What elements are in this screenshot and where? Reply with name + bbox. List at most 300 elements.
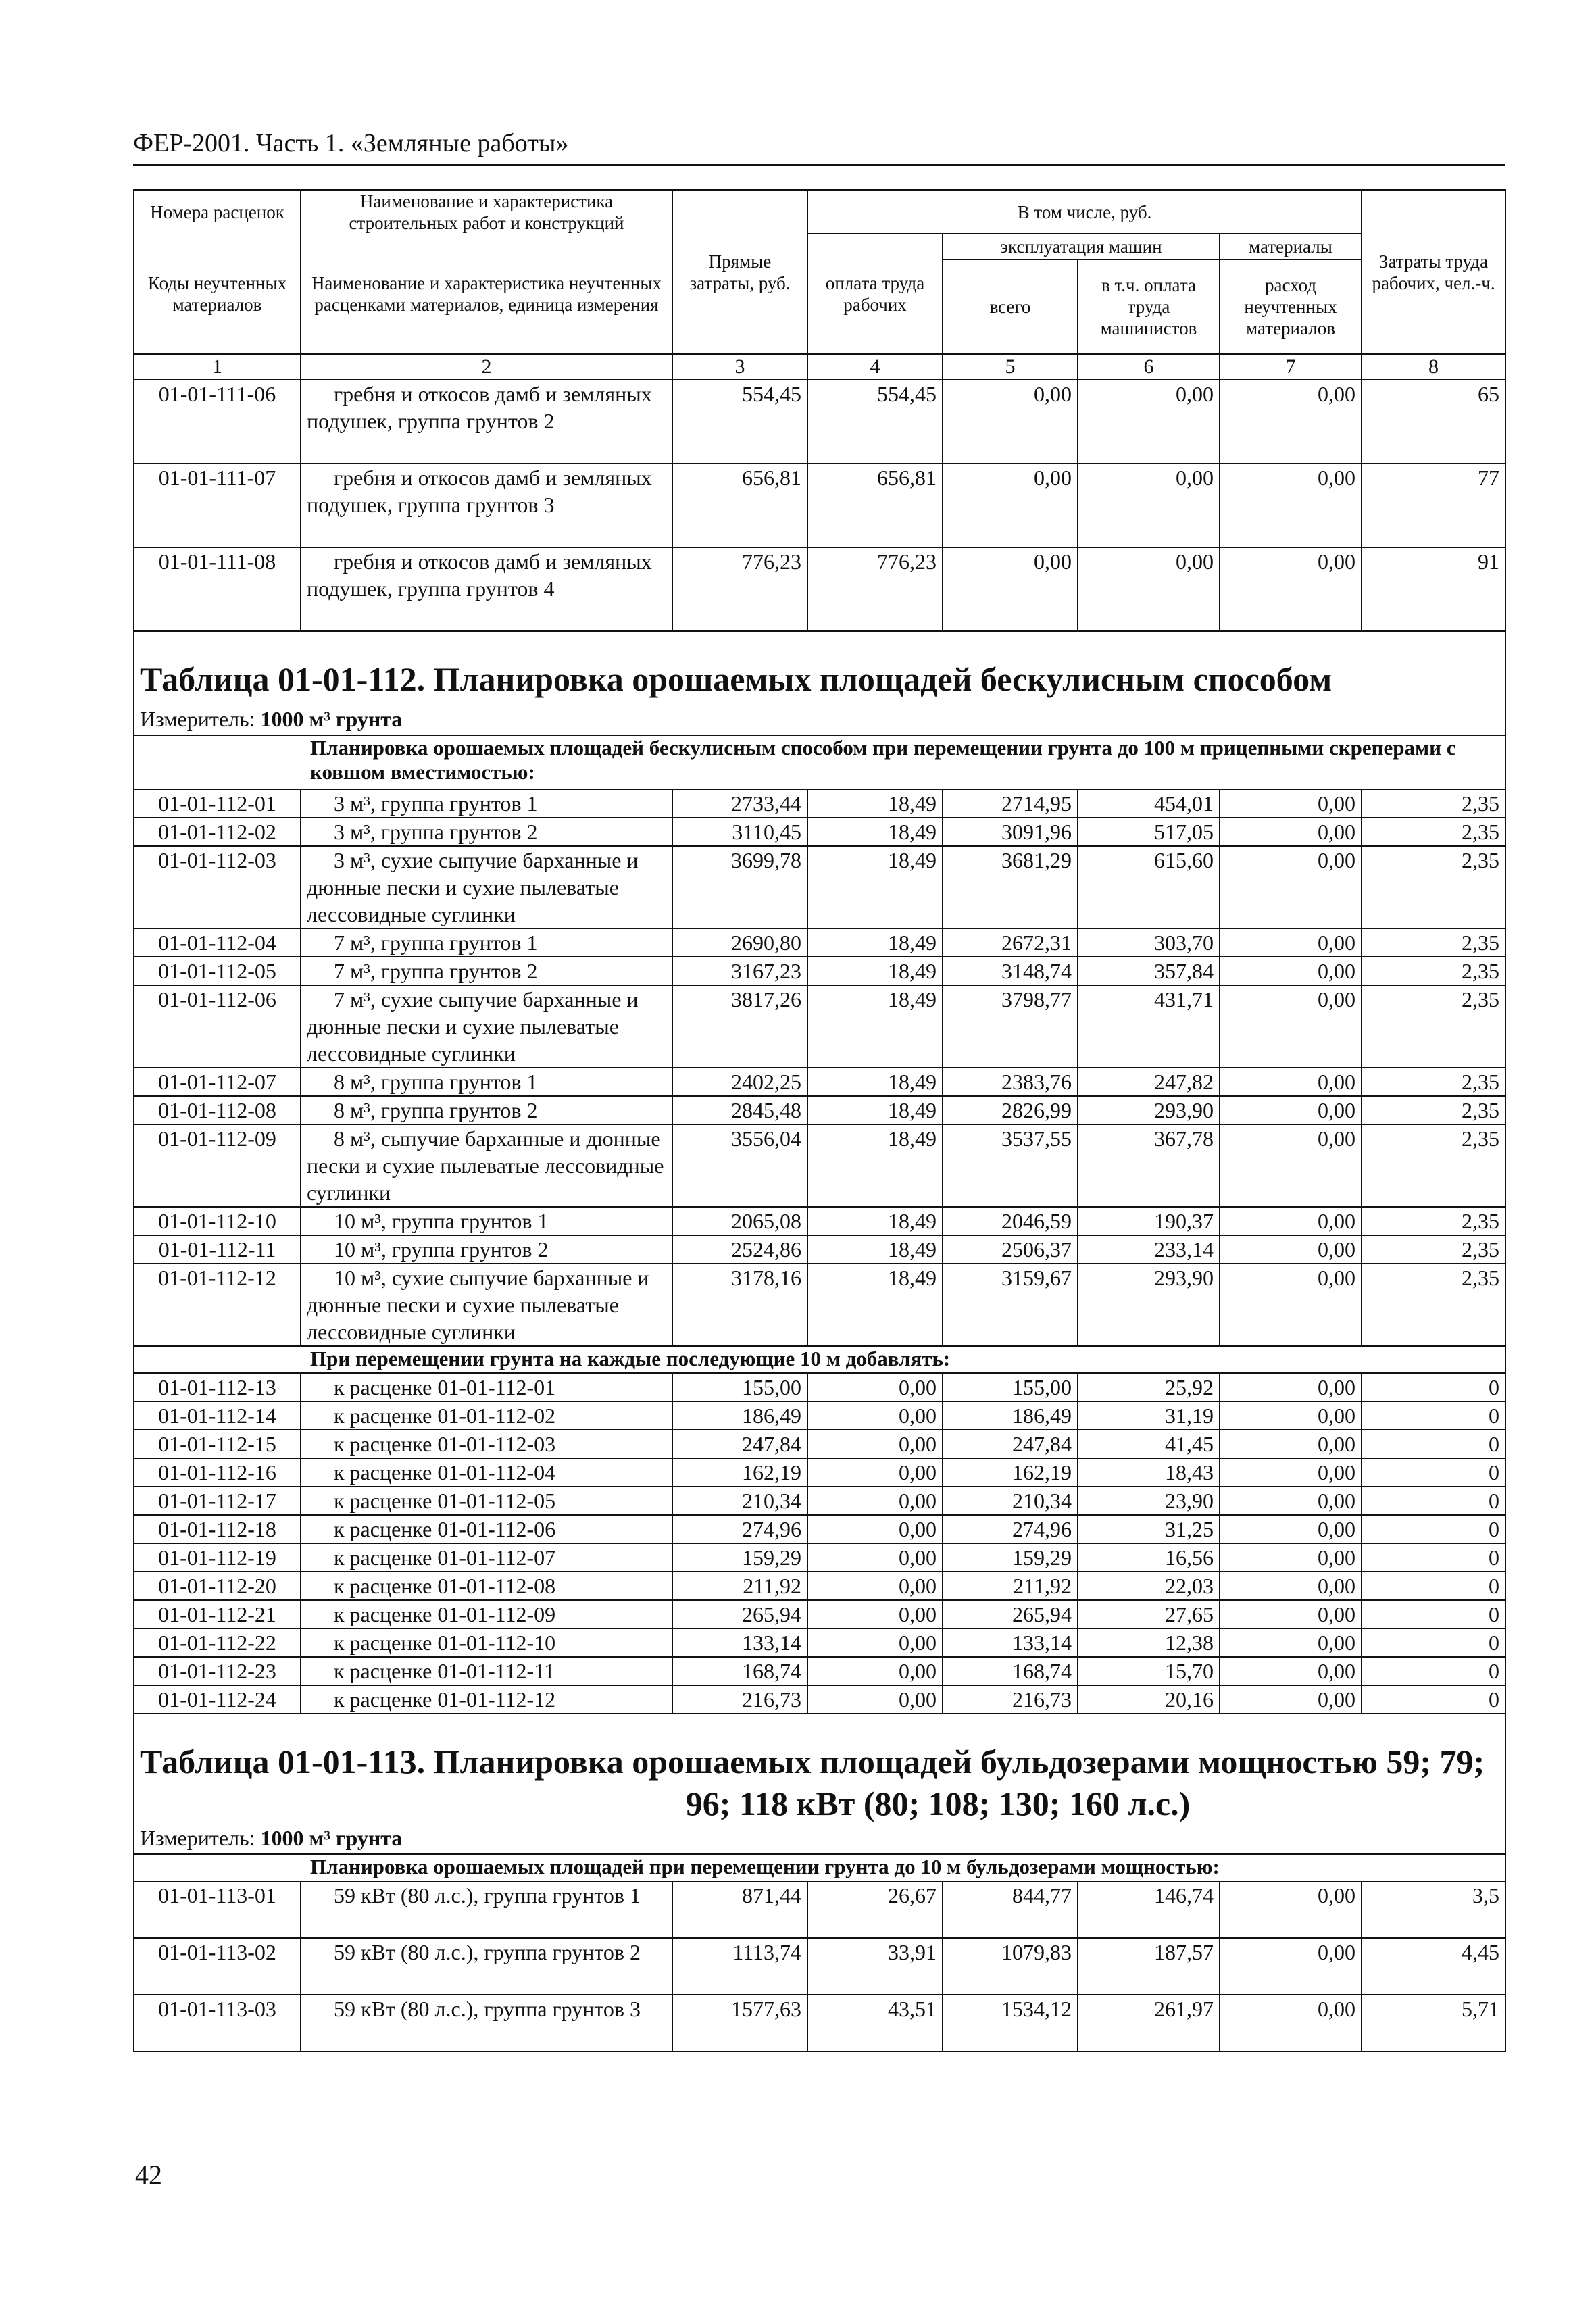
labor-pay: 554,45: [807, 380, 943, 464]
work-name: 8 м³, группа грунтов 2: [301, 1096, 672, 1124]
table-113-title-line1: Таблица 01-01-113. Планировка орошаемых площадей бульдозерами мощностью 59; 79;: [140, 1743, 1485, 1781]
labor-pay: 0,00: [807, 1373, 943, 1401]
rate-code: 01-01-112-12: [134, 1264, 301, 1346]
table-gap-row: [134, 631, 1505, 658]
col-direct-costs-header: Прямые затраты, руб.: [672, 190, 807, 354]
materials-use: 0,00: [1220, 1572, 1362, 1600]
table-row: [134, 985, 1505, 1068]
table-row: [134, 1600, 1505, 1628]
materials-use: 0,00: [1220, 1096, 1362, 1124]
machinist-pay: 187,57: [1078, 1938, 1220, 1995]
measure-value: 1000 м³ грунта: [260, 707, 403, 731]
labor-hours: 0: [1362, 1487, 1505, 1515]
page-header: ФЕР-2001. Часть 1. «Земляные работы»: [133, 128, 1505, 166]
table-gap: [134, 1714, 1505, 1741]
section-heading-text: При перемещении грунта на каждые последующие 10 м добавлять:: [310, 1347, 951, 1370]
rate-code: 01-01-113-02: [134, 1938, 301, 1995]
machinist-pay: 233,14: [1078, 1235, 1220, 1264]
work-name: к расценке 01-01-112-08: [301, 1572, 672, 1600]
labor-hours: 0: [1362, 1515, 1505, 1543]
machinist-pay: 18,43: [1078, 1458, 1220, 1487]
labor-hours: 2,35: [1362, 1124, 1505, 1207]
table-113-title-row: [134, 1741, 1505, 1824]
labor-hours: 0: [1362, 1657, 1505, 1685]
machinist-pay: 41,45: [1078, 1430, 1220, 1458]
direct-costs: 159,29: [672, 1543, 807, 1572]
machinist-pay: 25,92: [1078, 1373, 1220, 1401]
direct-costs: 155,00: [672, 1373, 807, 1401]
machinist-pay: 0,00: [1078, 464, 1220, 547]
machines-total: 133,14: [943, 1628, 1078, 1657]
rate-code: 01-01-111-06: [134, 380, 301, 464]
machines-total: 844,77: [943, 1881, 1078, 1938]
col-material-names-header: Наименование и характеристика неучтенных расценками материалов, единица измерения: [301, 234, 672, 354]
machines-total: 1534,12: [943, 1995, 1078, 2051]
table-row: [134, 846, 1505, 928]
machines-total: 247,84: [943, 1430, 1078, 1458]
rate-code: 01-01-112-15: [134, 1430, 301, 1458]
column-number: 6: [1078, 354, 1220, 380]
work-name: к расценке 01-01-112-07: [301, 1543, 672, 1572]
table-row: [134, 1657, 1505, 1685]
machines-total: 2046,59: [943, 1207, 1078, 1235]
materials-use: 0,00: [1220, 846, 1362, 928]
direct-costs: 871,44: [672, 1881, 807, 1938]
rate-code: 01-01-112-08: [134, 1096, 301, 1124]
table-row: [134, 1207, 1505, 1235]
machines-total: 162,19: [943, 1458, 1078, 1487]
rate-code: 01-01-112-20: [134, 1572, 301, 1600]
machines-total: 2383,76: [943, 1068, 1078, 1096]
work-name: гребня и откосов дамб и земляных подушек, группа грунтов 4: [301, 547, 672, 631]
rate-code: 01-01-112-24: [134, 1685, 301, 1714]
table-row: [134, 1430, 1505, 1458]
table-113-title-line2: 96; 118 кВт (80; 108; 130; 160 л.с.): [685, 1785, 1191, 1822]
labor-pay: 18,49: [807, 1235, 943, 1264]
table-row: [134, 1264, 1505, 1346]
direct-costs: 2065,08: [672, 1207, 807, 1235]
labor-pay: 0,00: [807, 1600, 943, 1628]
machines-total: 265,94: [943, 1600, 1078, 1628]
labor-pay: 0,00: [807, 1430, 943, 1458]
work-name: 8 м³, сыпучие барханные и дюнные пески и сухие пылеватые лессовидные суглинки: [301, 1124, 672, 1207]
direct-costs: 1113,74: [672, 1938, 807, 1995]
rate-code: 01-01-112-10: [134, 1207, 301, 1235]
labor-hours: 0: [1362, 1458, 1505, 1487]
direct-costs: 274,96: [672, 1515, 807, 1543]
table-113-title: [134, 1741, 1505, 1824]
table-113-measure: [134, 1824, 1505, 1854]
work-name: 3 м³, группа грунтов 2: [301, 818, 672, 846]
column-number: 8: [1362, 354, 1505, 380]
direct-costs: 186,49: [672, 1401, 807, 1430]
direct-costs: 2690,80: [672, 928, 807, 957]
materials-use: 0,00: [1220, 1235, 1362, 1264]
table-row: [134, 928, 1505, 957]
section-heading-text: Планировка орошаемых площадей бескулисным способом при перемещении грунта до 100 м прицепными скреперами с ковшом вместимостью:: [310, 736, 1456, 784]
work-name: 10 м³, сухие сыпучие барханные и дюнные пески и сухие пылеватые лессовидные суглинки: [301, 1264, 672, 1346]
section-heading: [134, 1346, 1505, 1373]
direct-costs: 133,14: [672, 1628, 807, 1657]
labor-hours: 2,35: [1362, 1096, 1505, 1124]
machinist-pay: 27,65: [1078, 1600, 1220, 1628]
labor-hours: 2,35: [1362, 928, 1505, 957]
direct-costs: 3110,45: [672, 818, 807, 846]
labor-hours: 2,35: [1362, 818, 1505, 846]
table-112-title-row: [134, 658, 1505, 705]
labor-pay: 776,23: [807, 547, 943, 631]
labor-hours: 2,35: [1362, 957, 1505, 985]
machines-total: 2506,37: [943, 1235, 1078, 1264]
materials-use: 0,00: [1220, 928, 1362, 957]
machinist-pay: 15,70: [1078, 1657, 1220, 1685]
work-name: к расценке 01-01-112-01: [301, 1373, 672, 1401]
labor-pay: 0,00: [807, 1458, 943, 1487]
rate-code: 01-01-112-11: [134, 1235, 301, 1264]
direct-costs: 3556,04: [672, 1124, 807, 1207]
machines-total: 3091,96: [943, 818, 1078, 846]
labor-hours: 0: [1362, 1543, 1505, 1572]
table-row: [134, 818, 1505, 846]
col-labor-pay-header: оплата труда рабочих: [807, 234, 943, 354]
work-name: к расценке 01-01-112-04: [301, 1458, 672, 1487]
measure-label: Измеритель:: [140, 1826, 255, 1850]
table-row: [134, 1458, 1505, 1487]
machinist-pay: 20,16: [1078, 1685, 1220, 1714]
col-materials-use-header: расход неучтенных материалов: [1220, 259, 1362, 354]
table-row: [134, 1685, 1505, 1714]
work-name: к расценке 01-01-112-12: [301, 1685, 672, 1714]
machinist-pay: 357,84: [1078, 957, 1220, 985]
section-heading-row: [134, 735, 1505, 789]
machines-total: 2672,31: [943, 928, 1078, 957]
table-112-measure: [134, 705, 1505, 735]
labor-hours: 2,35: [1362, 985, 1505, 1068]
machinist-pay: 16,56: [1078, 1543, 1220, 1572]
labor-pay: 26,67: [807, 1881, 943, 1938]
column-number: 2: [301, 354, 672, 380]
rate-code: 01-01-112-07: [134, 1068, 301, 1096]
measure-label: Измеритель:: [140, 707, 255, 731]
table-row: [134, 1515, 1505, 1543]
machinist-pay: 367,78: [1078, 1124, 1220, 1207]
column-number: 7: [1220, 354, 1362, 380]
section-heading: [134, 735, 1505, 789]
machines-total: 155,00: [943, 1373, 1078, 1401]
machines-total: 186,49: [943, 1401, 1078, 1430]
labor-hours: 2,35: [1362, 846, 1505, 928]
table-row: [134, 1572, 1505, 1600]
machinist-pay: 303,70: [1078, 928, 1220, 957]
labor-pay: 43,51: [807, 1995, 943, 2051]
materials-use: 0,00: [1220, 1657, 1362, 1685]
table-112-measure-row: [134, 705, 1505, 735]
labor-hours: 2,35: [1362, 1264, 1505, 1346]
work-name: к расценке 01-01-112-11: [301, 1657, 672, 1685]
materials-use: 0,00: [1220, 1938, 1362, 1995]
labor-pay: 0,00: [807, 1657, 943, 1685]
table-row: [134, 1881, 1505, 1938]
labor-hours: 0: [1362, 1628, 1505, 1657]
work-name: 59 кВт (80 л.с.), группа грунтов 3: [301, 1995, 672, 2051]
direct-costs: 3178,16: [672, 1264, 807, 1346]
work-name: гребня и откосов дамб и земляных подушек, группа грунтов 3: [301, 464, 672, 547]
rates-table: [133, 189, 1506, 2052]
direct-costs: 247,84: [672, 1430, 807, 1458]
machinist-pay: 190,37: [1078, 1207, 1220, 1235]
table-row: [134, 1543, 1505, 1572]
rate-code: 01-01-112-06: [134, 985, 301, 1068]
machinist-pay: 247,82: [1078, 1068, 1220, 1096]
work-name: гребня и откосов дамб и земляных подушек, группа грунтов 2: [301, 380, 672, 464]
machines-header: эксплуатация машин: [943, 234, 1220, 259]
machinist-pay: 293,90: [1078, 1264, 1220, 1346]
materials-use: 0,00: [1220, 1373, 1362, 1401]
rate-code: 01-01-112-22: [134, 1628, 301, 1657]
work-name: 7 м³, сухие сыпучие барханные и дюнные пески и сухие пылеватые лессовидные суглинки: [301, 985, 672, 1068]
table-row: [134, 547, 1505, 631]
col-material-codes-header: Коды неучтенных материалов: [134, 234, 301, 354]
work-name: к расценке 01-01-112-09: [301, 1600, 672, 1628]
rate-code: 01-01-112-23: [134, 1657, 301, 1685]
machines-total: 2714,95: [943, 789, 1078, 818]
rate-code: 01-01-112-01: [134, 789, 301, 818]
rate-code: 01-01-112-09: [134, 1124, 301, 1207]
direct-costs: 554,45: [672, 380, 807, 464]
work-name: к расценке 01-01-112-02: [301, 1401, 672, 1430]
col-labor-hours-header: Затраты труда рабочих, чел.-ч.: [1362, 190, 1505, 354]
machinist-pay: 31,25: [1078, 1515, 1220, 1543]
column-number: 4: [807, 354, 943, 380]
labor-hours: 3,5: [1362, 1881, 1505, 1938]
machines-total: 3798,77: [943, 985, 1078, 1068]
direct-costs: 656,81: [672, 464, 807, 547]
rate-code: 01-01-112-18: [134, 1515, 301, 1543]
labor-pay: 18,49: [807, 789, 943, 818]
labor-pay: 18,49: [807, 818, 943, 846]
work-name: 7 м³, группа грунтов 1: [301, 928, 672, 957]
materials-use: 0,00: [1220, 985, 1362, 1068]
rate-code: 01-01-113-03: [134, 1995, 301, 2051]
machinist-pay: 454,01: [1078, 789, 1220, 818]
section-heading-row: [134, 1854, 1505, 1881]
direct-costs: 210,34: [672, 1487, 807, 1515]
rate-code: 01-01-112-19: [134, 1543, 301, 1572]
machinist-pay: 146,74: [1078, 1881, 1220, 1938]
rate-code: 01-01-113-01: [134, 1881, 301, 1938]
table-row: [134, 1373, 1505, 1401]
work-name: 10 м³, группа грунтов 1: [301, 1207, 672, 1235]
machines-total: 216,73: [943, 1685, 1078, 1714]
work-name: к расценке 01-01-112-03: [301, 1430, 672, 1458]
table-row: [134, 464, 1505, 547]
table-row: [134, 380, 1505, 464]
machinist-pay: 12,38: [1078, 1628, 1220, 1657]
work-name: к расценке 01-01-112-10: [301, 1628, 672, 1657]
incl-header: В том числе, руб.: [807, 190, 1362, 234]
table-row: [134, 1401, 1505, 1430]
measure-value: 1000 м³ грунта: [260, 1826, 403, 1850]
col-work-name-header: Наименование и характеристика строительных работ и конструкций: [301, 190, 672, 234]
rate-code: 01-01-111-07: [134, 464, 301, 547]
materials-use: 0,00: [1220, 380, 1362, 464]
page-number: 42: [135, 2160, 162, 2190]
section-heading-row: [134, 1346, 1505, 1373]
labor-hours: 2,35: [1362, 1207, 1505, 1235]
labor-pay: 0,00: [807, 1401, 943, 1430]
table-row: [134, 957, 1505, 985]
materials-use: 0,00: [1220, 1628, 1362, 1657]
labor-hours: 0: [1362, 1430, 1505, 1458]
table-row: [134, 1628, 1505, 1657]
work-name: 8 м³, группа грунтов 1: [301, 1068, 672, 1096]
direct-costs: 168,74: [672, 1657, 807, 1685]
rate-code: 01-01-112-21: [134, 1600, 301, 1628]
table-row: [134, 1995, 1505, 2051]
labor-pay: 656,81: [807, 464, 943, 547]
machinist-pay: 517,05: [1078, 818, 1220, 846]
table-row: [134, 1938, 1505, 1995]
materials-use: 0,00: [1220, 1543, 1362, 1572]
work-name: 7 м³, группа грунтов 2: [301, 957, 672, 985]
table-113-measure-row: [134, 1824, 1505, 1854]
labor-hours: 0: [1362, 1373, 1505, 1401]
materials-use: 0,00: [1220, 547, 1362, 631]
labor-pay: 18,49: [807, 1207, 943, 1235]
direct-costs: 216,73: [672, 1685, 807, 1714]
machines-total: 2826,99: [943, 1096, 1078, 1124]
labor-pay: 18,49: [807, 846, 943, 928]
machines-total: 1079,83: [943, 1938, 1078, 1995]
machinist-pay: 0,00: [1078, 547, 1220, 631]
rate-code: 01-01-112-03: [134, 846, 301, 928]
rate-code: 01-01-112-05: [134, 957, 301, 985]
table-row: [134, 1124, 1505, 1207]
materials-use: 0,00: [1220, 1264, 1362, 1346]
rate-code: 01-01-112-13: [134, 1373, 301, 1401]
materials-use: 0,00: [1220, 1124, 1362, 1207]
machines-total: 0,00: [943, 464, 1078, 547]
machines-total: 3159,67: [943, 1264, 1078, 1346]
table-112-title-text: Таблица 01-01-112. Планировка орошаемых площадей бескулисным способом: [140, 660, 1332, 698]
materials-use: 0,00: [1220, 1458, 1362, 1487]
labor-hours: 5,71: [1362, 1995, 1505, 2051]
rate-code: 01-01-112-16: [134, 1458, 301, 1487]
col-machinist-pay-header: в т.ч. оплата труда машинистов: [1078, 259, 1220, 354]
machines-total: 168,74: [943, 1657, 1078, 1685]
labor-pay: 18,49: [807, 1068, 943, 1096]
work-name: 3 м³, сухие сыпучие барханные и дюнные пески и сухие пылеватые лессовидные суглинки: [301, 846, 672, 928]
labor-pay: 0,00: [807, 1515, 943, 1543]
labor-hours: 0: [1362, 1685, 1505, 1714]
machines-total: 3681,29: [943, 846, 1078, 928]
work-name: к расценке 01-01-112-06: [301, 1515, 672, 1543]
direct-costs: 3167,23: [672, 957, 807, 985]
machinist-pay: 22,03: [1078, 1572, 1220, 1600]
direct-costs: 3817,26: [672, 985, 807, 1068]
direct-costs: 1577,63: [672, 1995, 807, 2051]
machinist-pay: 31,19: [1078, 1401, 1220, 1430]
direct-costs: 776,23: [672, 547, 807, 631]
work-name: 10 м³, группа грунтов 2: [301, 1235, 672, 1264]
direct-costs: 2402,25: [672, 1068, 807, 1096]
materials-use: 0,00: [1220, 1995, 1362, 2051]
table-row: [134, 1068, 1505, 1096]
materials-use: 0,00: [1220, 1430, 1362, 1458]
labor-hours: 0: [1362, 1572, 1505, 1600]
section-heading: [134, 1854, 1505, 1881]
materials-use: 0,00: [1220, 464, 1362, 547]
work-name: к расценке 01-01-112-05: [301, 1487, 672, 1515]
materials-use: 0,00: [1220, 1487, 1362, 1515]
table-header: [134, 190, 1505, 354]
machines-total: 0,00: [943, 547, 1078, 631]
labor-pay: 0,00: [807, 1685, 943, 1714]
labor-hours: 2,35: [1362, 1235, 1505, 1264]
labor-pay: 18,49: [807, 1096, 943, 1124]
table-row: [134, 1235, 1505, 1264]
machinist-pay: 615,60: [1078, 846, 1220, 928]
machinist-pay: 23,90: [1078, 1487, 1220, 1515]
materials-use: 0,00: [1220, 1515, 1362, 1543]
materials-use: 0,00: [1220, 1068, 1362, 1096]
labor-hours: 4,45: [1362, 1938, 1505, 1995]
table-row: [134, 1487, 1505, 1515]
rate-code: 01-01-112-04: [134, 928, 301, 957]
materials-header: материалы: [1220, 234, 1362, 259]
column-number: 3: [672, 354, 807, 380]
labor-pay: 0,00: [807, 1487, 943, 1515]
materials-use: 0,00: [1220, 1207, 1362, 1235]
direct-costs: 211,92: [672, 1572, 807, 1600]
machines-total: 211,92: [943, 1572, 1078, 1600]
column-number: 5: [943, 354, 1078, 380]
table-row: [134, 1096, 1505, 1124]
labor-pay: 18,49: [807, 985, 943, 1068]
materials-use: 0,00: [1220, 789, 1362, 818]
table-gap: [134, 631, 1505, 658]
direct-costs: 3699,78: [672, 846, 807, 928]
table-row: [134, 789, 1505, 818]
labor-pay: 18,49: [807, 957, 943, 985]
materials-use: 0,00: [1220, 1401, 1362, 1430]
machinist-pay: 293,90: [1078, 1096, 1220, 1124]
work-name: 59 кВт (80 л.с.), группа грунтов 1: [301, 1881, 672, 1938]
col-rate-numbers-header: Номера расценок: [134, 190, 301, 234]
labor-hours: 0: [1362, 1600, 1505, 1628]
labor-hours: 0: [1362, 1401, 1505, 1430]
labor-hours: 65: [1362, 380, 1505, 464]
machinist-pay: 0,00: [1078, 380, 1220, 464]
materials-use: 0,00: [1220, 1881, 1362, 1938]
machinist-pay: 261,97: [1078, 1995, 1220, 2051]
machines-total: 3537,55: [943, 1124, 1078, 1207]
machines-total: 210,34: [943, 1487, 1078, 1515]
labor-pay: 0,00: [807, 1572, 943, 1600]
labor-hours: 2,35: [1362, 1068, 1505, 1096]
machines-total: 3148,74: [943, 957, 1078, 985]
labor-pay: 18,49: [807, 1124, 943, 1207]
labor-hours: 77: [1362, 464, 1505, 547]
direct-costs: 2524,86: [672, 1235, 807, 1264]
rate-code: 01-01-112-02: [134, 818, 301, 846]
labor-pay: 33,91: [807, 1938, 943, 1995]
materials-use: 0,00: [1220, 957, 1362, 985]
section-heading-text: Планировка орошаемых площадей при перемещении грунта до 10 м бульдозерами мощностью:: [310, 1855, 1220, 1878]
materials-use: 0,00: [1220, 1685, 1362, 1714]
materials-use: 0,00: [1220, 1600, 1362, 1628]
direct-costs: 162,19: [672, 1458, 807, 1487]
